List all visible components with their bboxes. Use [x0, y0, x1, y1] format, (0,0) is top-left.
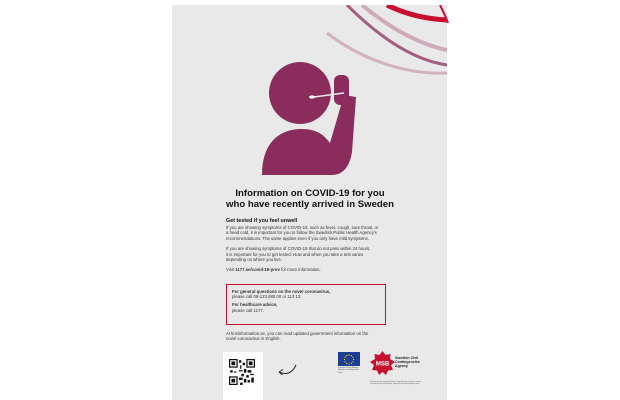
msb-abbr: MSB: [375, 361, 390, 368]
krisinfo-text: [226, 331, 416, 342]
general-questions-phone: please call 08-123 680 00 or 113 13.: [232, 294, 302, 300]
page-title: [190, 188, 430, 210]
krisinfo-line: novel coronavirus in English.: [226, 336, 281, 342]
krisinfo-line: At krisinformation.se, you can read updated government information on the: [226, 331, 369, 336]
section-heading: Get tested if you feel unwell: [226, 218, 298, 224]
title-line-2: who have recently arrived in Sweden: [226, 199, 394, 210]
para1-line: a head cold, it is important for you to follow the Swedish Public Health Agency's: [226, 230, 377, 236]
msb-name: [395, 356, 433, 369]
visit-prefix: Visit: [226, 267, 236, 273]
msb-name-line: Agency: [395, 364, 408, 369]
healthcare-heading: For healthcare advice,: [232, 302, 278, 308]
msb-logo-icon: [370, 351, 395, 376]
para1-line: recommendations. The same applies even if you only have mild symptoms.: [226, 235, 369, 241]
para2-line: depending on where you live.: [226, 257, 282, 263]
qr-card: [223, 352, 263, 400]
para2-line: it is important for you to get tested. How and when you take a test varies: [226, 251, 364, 257]
funding-note: [370, 381, 432, 386]
corner-red-arc: [439, 5, 449, 23]
funding-line: We provide the opportunities of migration by running a project: [370, 381, 422, 383]
arrow-icon: [276, 363, 298, 377]
visit-line: [226, 267, 416, 272]
visit-suffix: for more information.: [279, 267, 321, 273]
title-line-1: Information on COVID-19 for you: [235, 188, 385, 199]
contact-box: [226, 284, 386, 325]
poster: [172, 5, 447, 400]
funding-line: co-financed by the Asylum, Migration and Integration Fund: [370, 383, 419, 386]
msb-name-line: Swedish Civil: [395, 356, 419, 360]
general-questions-heading: For general questions on the novel coronavirus,: [232, 289, 331, 294]
person-testing-icon: [252, 57, 357, 177]
eu-flag-icon: [338, 352, 360, 366]
para2-line: If you are showing symptoms of COVID-19 that do not pass within 24 hours,: [226, 246, 371, 252]
para1-line: If you are showing symptoms of COVID-19, such as fever, cough, sore throat, or: [226, 225, 379, 230]
qr-code[interactable]: [229, 359, 255, 385]
eu-caption: European Union Asylum, Migration and Integration Fund: [338, 367, 359, 374]
healthcare-phone: please call 1177.: [232, 307, 264, 313]
visit-link[interactable]: 1177.se/covid-19-prov: [235, 267, 280, 273]
msb-name-line: Contingencies: [395, 360, 420, 365]
body-text: [226, 218, 416, 273]
